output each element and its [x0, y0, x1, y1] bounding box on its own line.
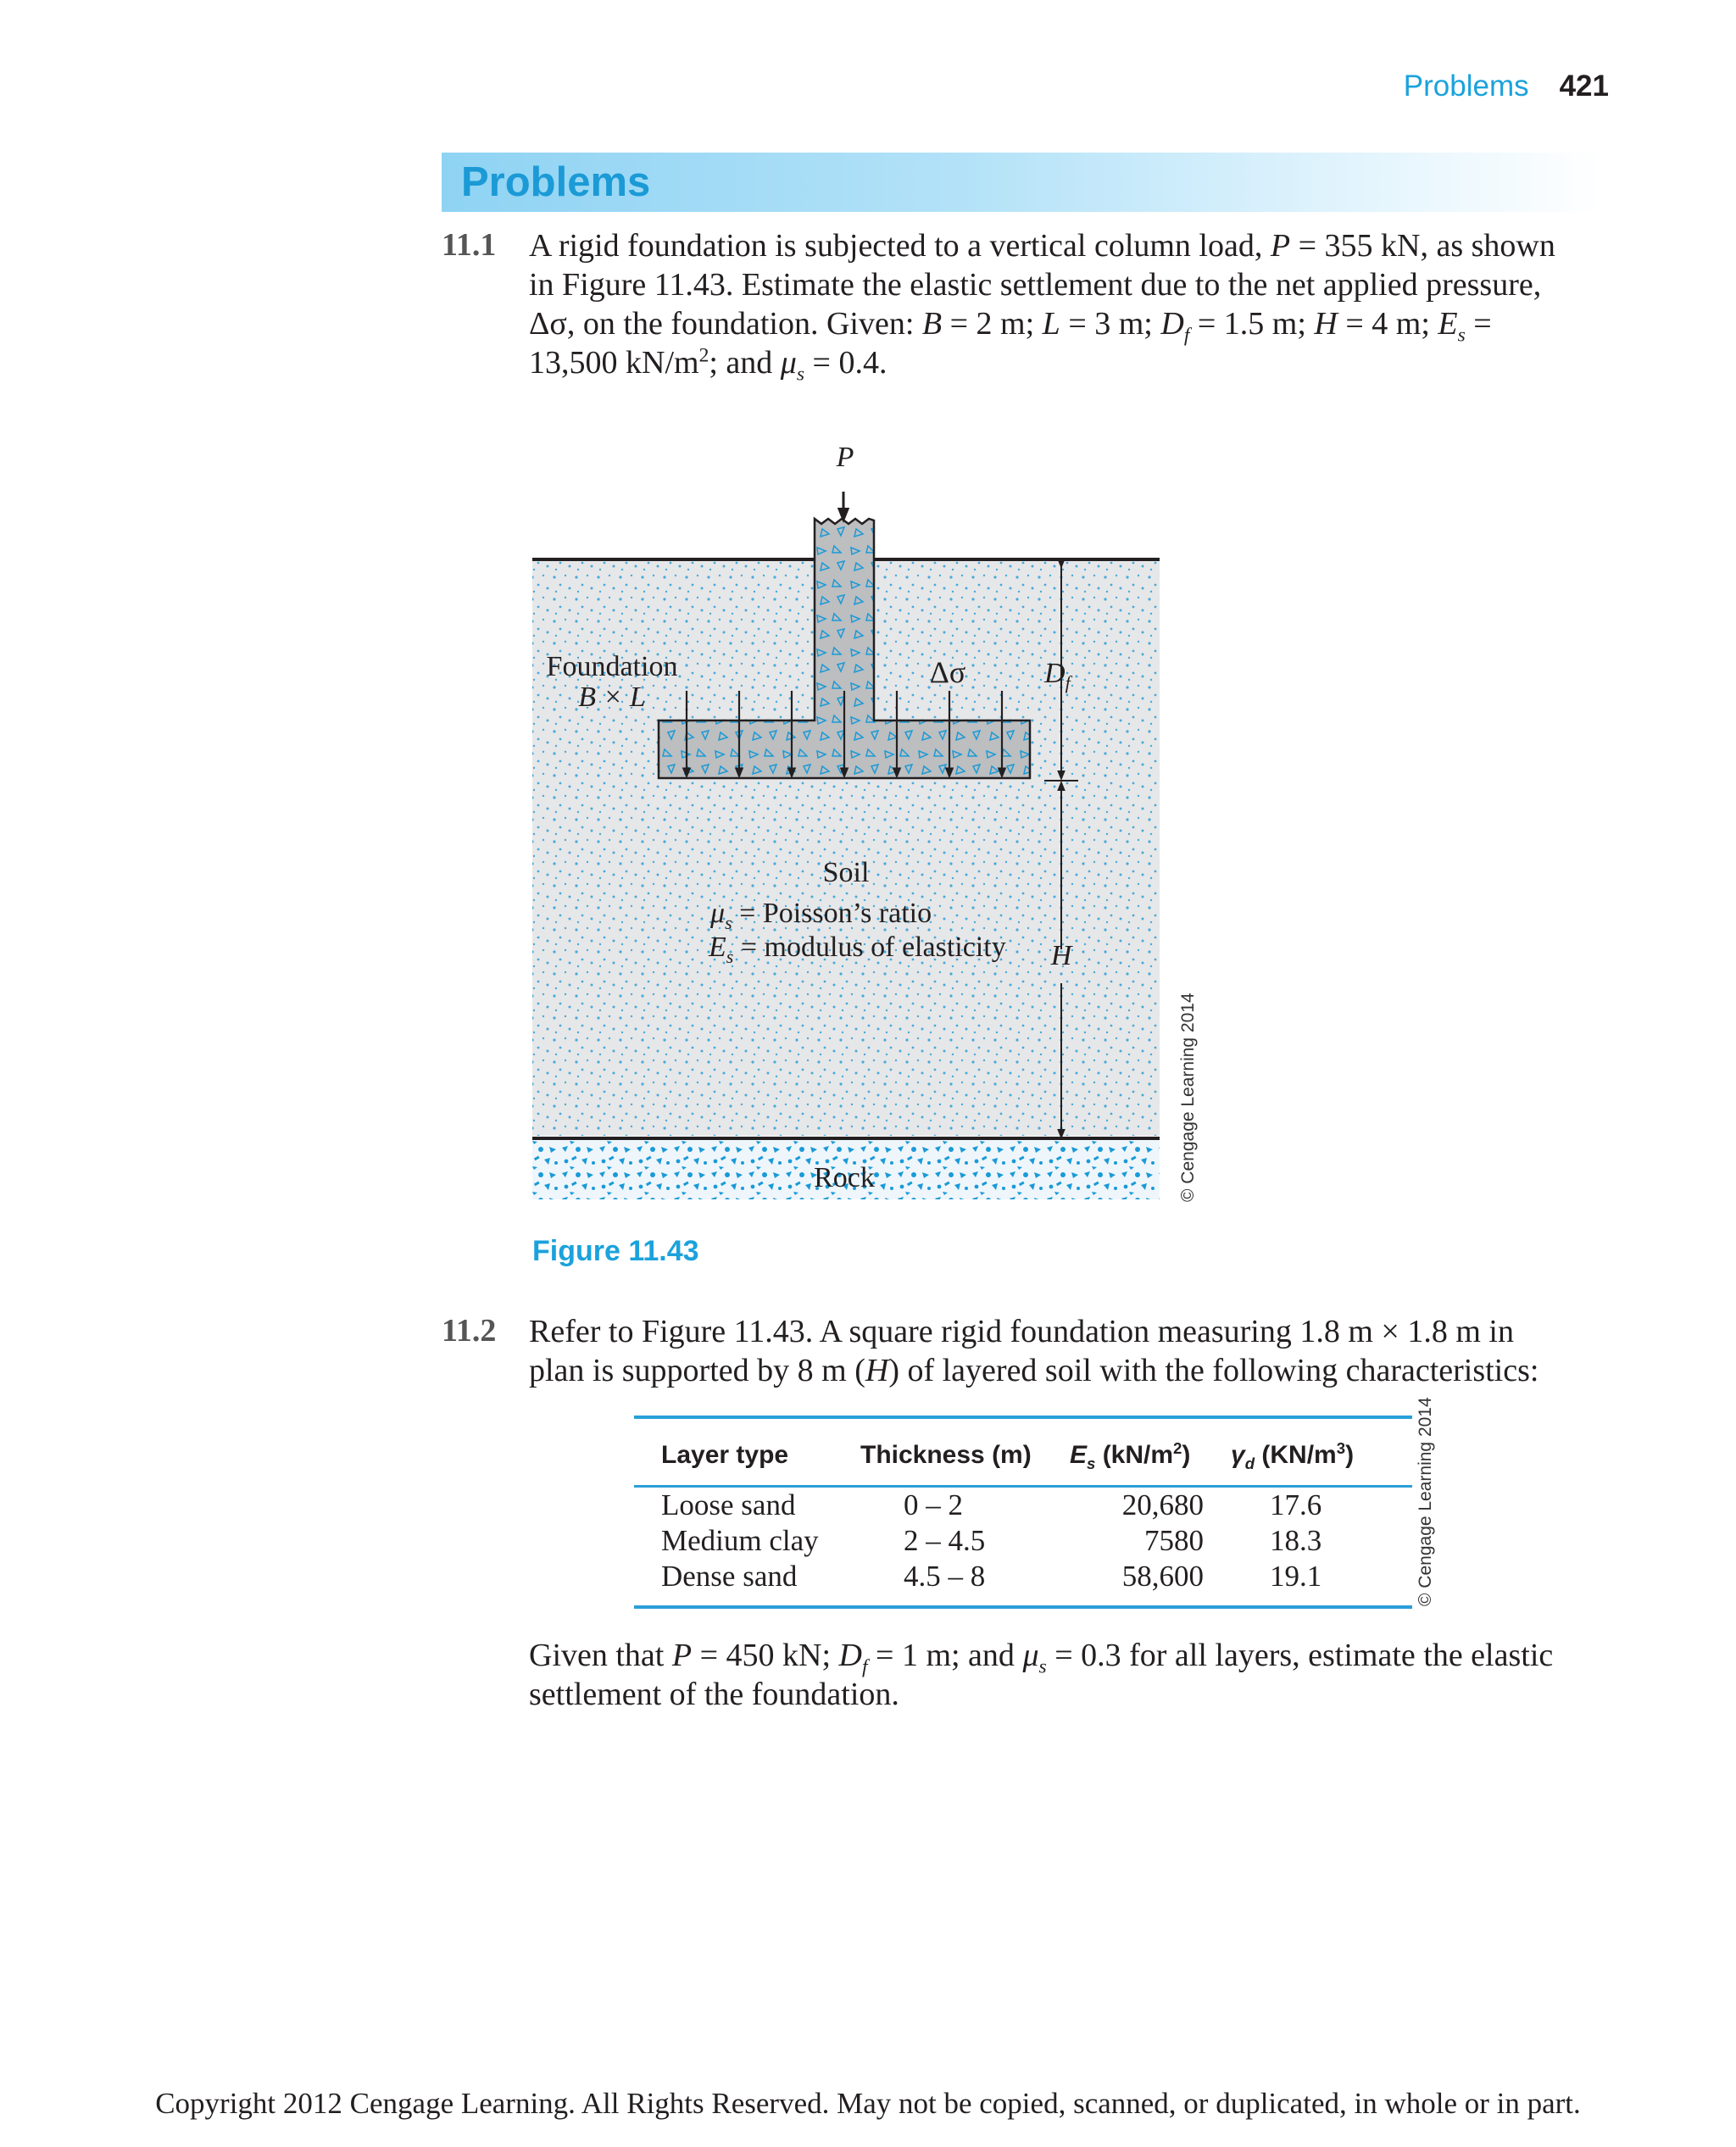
problem-1-line-3: Δσ, on the foundation. Given: B = 2 m; L = 3 m; $D_f = 1.5$ m; H = 4 m; $E_s$ =	[529, 306, 1492, 347]
table-cell-es: 7580	[1144, 1524, 1204, 1557]
table-cell-layer: Medium clay	[661, 1524, 819, 1557]
header-es: $E_s$ $(kN/m^2)$	[1070, 1439, 1191, 1472]
header-gamma: $\gamma_d$ $(KN/m^3)$	[1231, 1439, 1355, 1472]
rock-label: Rock	[814, 1162, 875, 1193]
mu-definition: $\mu_s$ = Poisson’s ratio	[710, 898, 932, 933]
load-label: P	[836, 442, 854, 473]
problem-2-line-2: plan is supported by 8 m (H) of layered soil with the following characteristics:	[529, 1353, 1539, 1388]
section-banner	[442, 153, 1603, 212]
page-number: 421	[1559, 70, 1609, 103]
table-header-rule	[634, 1485, 1412, 1488]
table-cell-es: 58,600	[1121, 1560, 1204, 1593]
delta-sigma-label: Δσ	[929, 655, 966, 689]
soil-label: Soil	[822, 857, 870, 888]
problem-2-line-3: Given that P = 450 kN; $D_f = 1$ m; and $\mu_s = 0.3$ for all layers, estimate the elastic	[529, 1638, 1554, 1678]
copyright-footer: Copyright 2012 Cengage Learning. All Rights Reserved. May not be copied, scanned, or duplicated, in whole or in part.	[155, 2087, 1581, 2120]
foundation-label-1: Foundation	[546, 651, 678, 682]
figure-credit: © Cengage Learning 2014	[1178, 993, 1198, 1202]
es-definition: $E_s$ = modulus of elasticity	[709, 932, 1006, 967]
section-title: Problems	[461, 159, 651, 205]
problem-number-11-2: 11.2	[442, 1313, 497, 1349]
table-cell-gamma: 17.6	[1270, 1488, 1322, 1521]
problem-number-11-1: 11.1	[442, 227, 497, 263]
problem-1-line-2: in Figure 11.43. Estimate the elastic settlement due to the net applied pressure,	[529, 267, 1542, 303]
table-cell-thickness: 0 – 2	[904, 1488, 963, 1521]
foundation-label-2: B × L	[578, 681, 646, 713]
table-top-rule	[634, 1416, 1412, 1419]
h-label: H	[1050, 940, 1072, 971]
table-credit: © Cengage Learning 2014	[1416, 1397, 1435, 1606]
table-cell-es: 20,680	[1121, 1488, 1204, 1521]
problem-2-line-4: settlement of the foundation.	[529, 1677, 899, 1712]
problem-1-line-4: 13,500 $kN/m^2$; and $\mu_s = 0.4$.	[529, 344, 887, 386]
table-bottom-rule	[634, 1605, 1412, 1609]
table-cell-layer: Dense sand	[661, 1560, 798, 1593]
table-cell-thickness: 2 – 4.5	[904, 1524, 986, 1557]
header-thickness: Thickness (m)	[860, 1441, 1032, 1469]
figure-11-43	[509, 424, 1204, 1212]
figure-caption: Figure 11.43	[532, 1235, 699, 1267]
table-cell-gamma: 19.1	[1270, 1560, 1322, 1593]
problem-2-line-1: Refer to Figure 11.43. A square rigid foundation measuring 1.8 m × 1.8 m in	[529, 1314, 1514, 1349]
running-head-section: Problems	[1403, 70, 1529, 103]
table-cell-layer: Loose sand	[661, 1488, 796, 1521]
header-layer-type: Layer type	[661, 1441, 789, 1469]
problem-1-line-1: A rigid foundation is subjected to a vertical column load, P = 355 kN, as shown	[529, 228, 1555, 264]
df-label: $D_f$	[1044, 658, 1071, 693]
running-head	[1404, 70, 1609, 103]
table-cell-thickness: 4.5 – 8	[904, 1560, 986, 1593]
table-cell-gamma: 18.3	[1270, 1524, 1322, 1557]
